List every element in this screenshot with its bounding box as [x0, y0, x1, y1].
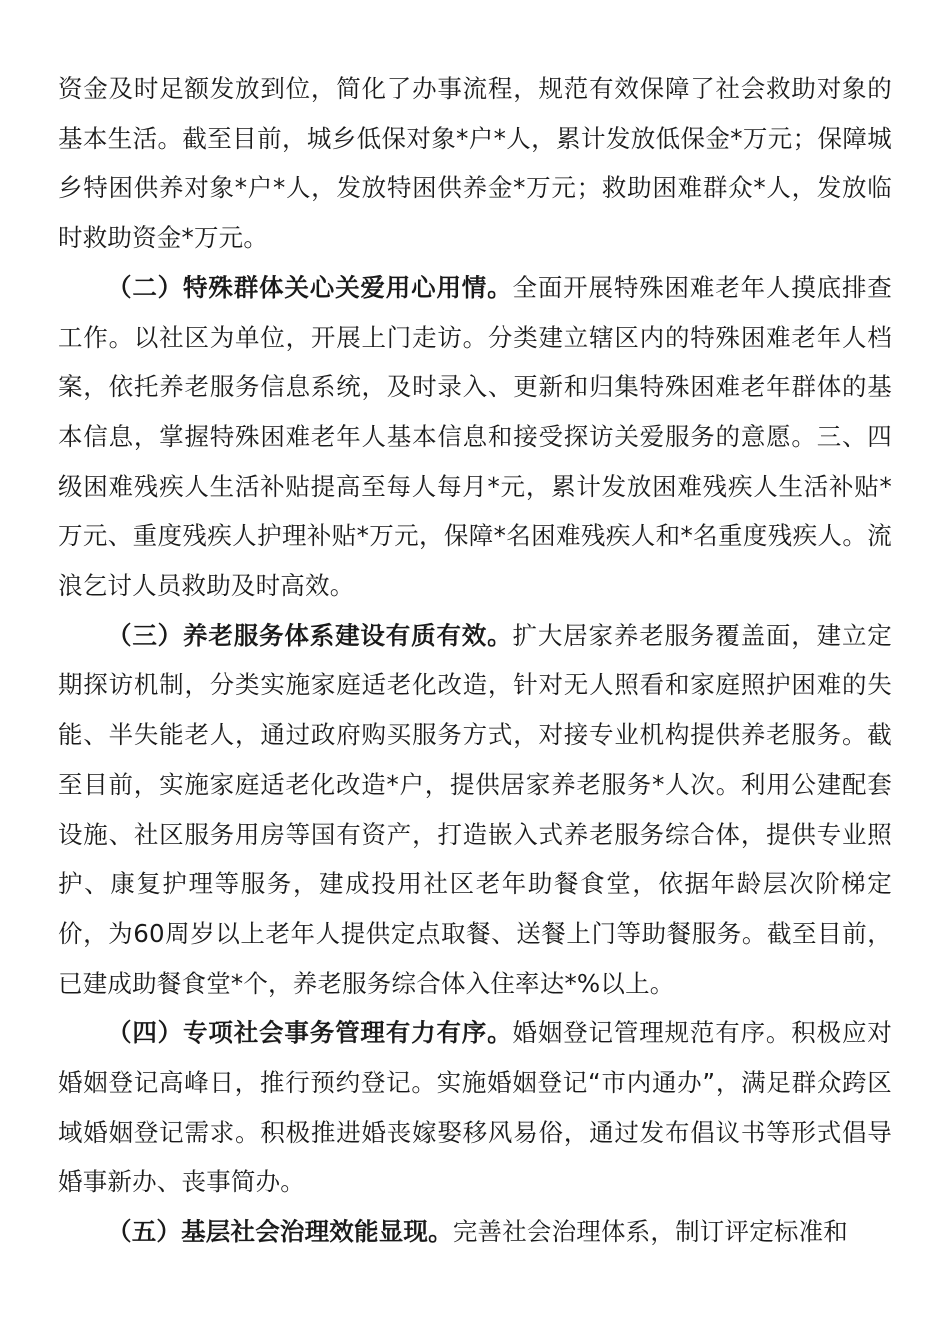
paragraph-special-groups — [58, 263, 892, 611]
paragraph-grassroots-governance — [58, 1207, 892, 1257]
paragraph-text: 资金及时足额发放到位，简化了办事流程，规范有效保障了社会救助对象的基本生活。截至目前，城乡低保对象*户*人，累计发放低保金*万元；保障城乡特困供养对象*户*人，发放特困供养金*万元；救助困难群众*人，发放临时救助资金*万元。 — [58, 74, 892, 253]
paragraph-text: 完善社会治理体系，制订评定标准和 — [452, 1217, 849, 1247]
paragraph-social-assistance-continued — [58, 64, 892, 263]
paragraph-elderly-services — [58, 611, 892, 1009]
document-page — [58, 64, 892, 1257]
section-heading-3: （三）养老服务体系建设有质有效。 — [107, 620, 513, 650]
section-heading-4: （四）专项社会事务管理有力有序。 — [107, 1018, 513, 1048]
section-heading-2: （二）特殊群体关心关爱用心用情。 — [107, 272, 513, 302]
paragraph-social-affairs — [58, 1008, 892, 1207]
section-heading-5: （五）基层社会治理效能显现。 — [107, 1217, 453, 1247]
paragraph-text: 扩大居家养老服务覆盖面，建立定期探访机制，分类实施家庭适老化改造，针对无人照看和家庭照护困难的失能、半失能老人，通过政府购买服务方式，对接专业机构提供养老服务。截至目前，实施家庭适老化改造*户，提供居家养老服务*人次。利用公建配套设施、社区服务用房等国有资产，打造嵌入式养老服务综合体，提供专业照护、康复护理等服务，建成投用社区老年助餐食堂，依据年龄层次阶梯定价，为60周岁以上老年人提供定点取餐、送餐上门等助餐服务。截至目前，已建成助餐食堂*个，养老服务综合体入住率达*%以上。 — [58, 620, 893, 998]
paragraph-text: 婚姻登记管理规范有序。积极应对婚姻登记高峰日，推行预约登记。实施婚姻登记“市内通办”，满足群众跨区域婚姻登记需求。积极推进婚丧嫁娶移风易俗，通过发布倡议书等形式倡导婚事新办、丧事简办。 — [58, 1018, 893, 1197]
paragraph-text: 全面开展特殊困难老年人摸底排查工作。以社区为单位，开展上门走访。分类建立辖区内的特殊困难老年人档案，依托养老服务信息系统，及时录入、更新和归集特殊困难老年群体的基本信息，掌握特殊困难老年人基本信息和接受探访关爱服务的意愿。三、四级困难残疾人生活补贴提高至每人每月*元，累计发放困难残疾人生活补贴*万元、重度残疾人护理补贴*万元，保障*名困难残疾人和*名重度残疾人。流浪乞讨人员救助及时高效。 — [58, 272, 893, 601]
